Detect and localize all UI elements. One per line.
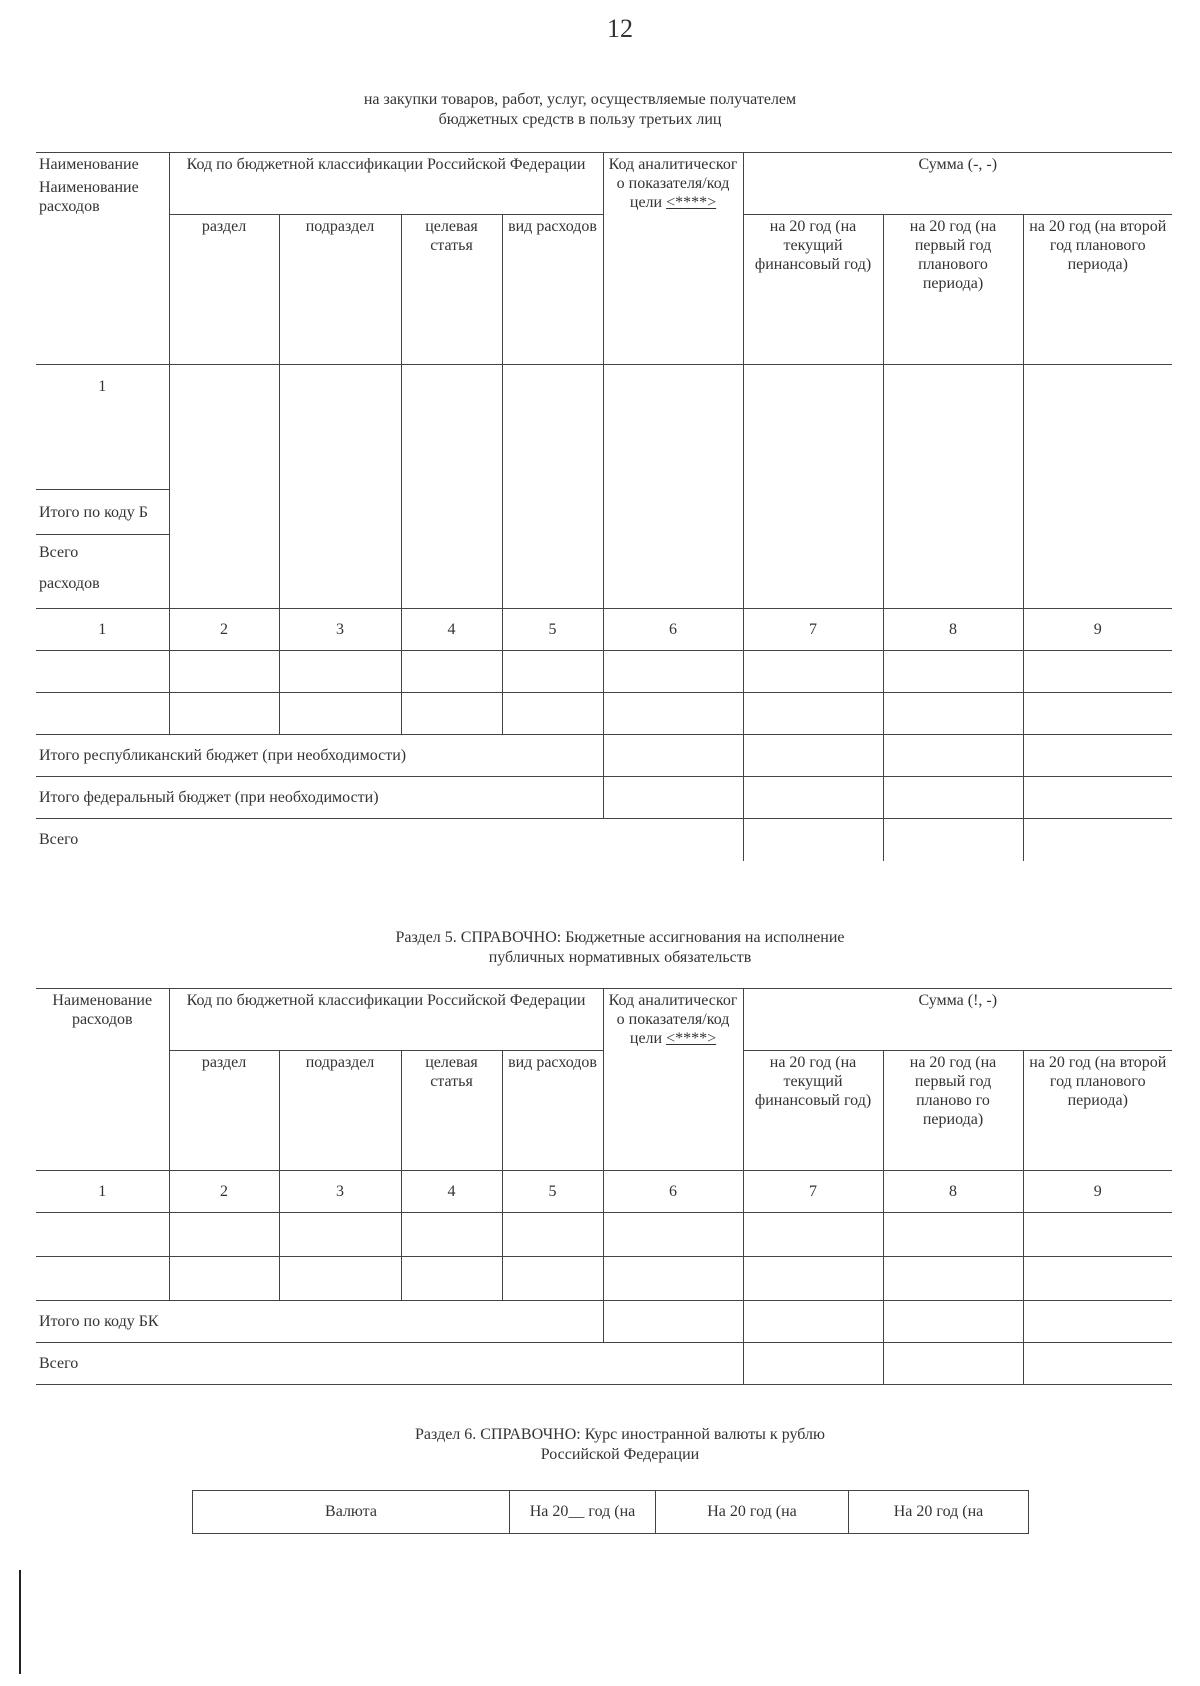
col-num-6: 6 bbox=[603, 609, 743, 651]
table-row bbox=[36, 1213, 1172, 1257]
vsego-total-label: Всего bbox=[36, 819, 743, 861]
header-name-label: Наименование bbox=[39, 156, 139, 173]
t2-header-name: Наименование расходов bbox=[36, 989, 169, 1171]
table-row bbox=[36, 1257, 1172, 1301]
t2-header-analytic-ref: <****> bbox=[666, 1030, 717, 1047]
currency-header-year2: На 20 год (на bbox=[656, 1491, 849, 1534]
t2-header-celevaya: целевая статья bbox=[401, 1051, 502, 1171]
vsego-label: Всего bbox=[39, 544, 79, 561]
section5-caption-line2: публичных нормативных обязательств bbox=[488, 949, 752, 966]
itogo-kod-label: Итого по коду Б bbox=[36, 490, 169, 535]
row-one-cell bbox=[36, 365, 169, 490]
col-num-5: 5 bbox=[502, 609, 603, 651]
t2-col-num-3: 3 bbox=[279, 1171, 401, 1213]
col-num-9: 9 bbox=[1023, 609, 1172, 651]
public-obligations-table bbox=[36, 988, 1172, 1385]
itogo-fed-label: Итого федеральный бюджет (при необходимости) bbox=[36, 777, 603, 819]
t2-col-num-2: 2 bbox=[169, 1171, 279, 1213]
t2-header-analytic bbox=[603, 989, 743, 1171]
col-num-1: 1 bbox=[36, 609, 169, 651]
col-num-4: 4 bbox=[401, 609, 502, 651]
header-summa: Сумма (-, -) bbox=[743, 153, 1172, 215]
column-numbers-row bbox=[36, 609, 1172, 651]
t2-header-podrazdel: подраздел bbox=[279, 1051, 401, 1171]
t2-header-razdel: раздел bbox=[169, 1051, 279, 1171]
header-name-label-2: Наименование расходов bbox=[39, 179, 139, 215]
table-row bbox=[36, 693, 1172, 735]
header-bk-code: Код по бюджетной классификации Российской Федерации bbox=[169, 153, 603, 215]
header-celevaya: целевая статья bbox=[401, 215, 502, 365]
section5-caption bbox=[0, 928, 1200, 968]
section5-caption-line1: Раздел 5. СПРАВОЧНО: Бюджетные ассигнования на исполнение bbox=[395, 929, 845, 946]
section6-caption bbox=[0, 1425, 1200, 1465]
row-one-label: 1 bbox=[98, 378, 107, 395]
t2-col-num-6: 6 bbox=[603, 1171, 743, 1213]
header-year2: на 20 год (на первый год планового периода) bbox=[883, 215, 1023, 365]
t2-header-vid: вид расходов bbox=[502, 1051, 603, 1171]
raskhodov-label: расходов bbox=[39, 575, 100, 592]
header-vid: вид расходов bbox=[502, 215, 603, 365]
header-analytic bbox=[603, 153, 743, 365]
t2-col-num-4: 4 bbox=[401, 1171, 502, 1213]
t2-header-analytic-label: Код аналитическог о показателя/код цели bbox=[608, 992, 738, 1047]
section4-caption-line1: на закупки товаров, работ, услуг, осуществляемые получателем bbox=[363, 91, 797, 108]
vsego-raskhodov bbox=[36, 535, 169, 609]
t2-vsego-label: Всего bbox=[36, 1343, 743, 1385]
t2-col-num-1: 1 bbox=[36, 1171, 169, 1213]
header-analytic-ref: <****> bbox=[666, 194, 717, 211]
t2-header-summa: Сумма (!, -) bbox=[743, 989, 1172, 1051]
section4-caption bbox=[0, 90, 1160, 130]
t2-col-num-7: 7 bbox=[743, 1171, 883, 1213]
section6-caption-line2: Российской Федерации bbox=[540, 1446, 700, 1463]
t2-col-num-9: 9 bbox=[1023, 1171, 1172, 1213]
header-year3: на 20 год (на второй год планового периода) bbox=[1023, 215, 1172, 365]
itogo-resp-label: Итого республиканский бюджет (при необходимости) bbox=[36, 735, 603, 777]
header-analytic-label: Код аналитическог о показателя/код цели bbox=[608, 156, 738, 211]
t2-col-num-8: 8 bbox=[883, 1171, 1023, 1213]
header-name bbox=[36, 153, 169, 365]
section4-caption-line2: бюджетных средств в пользу третьих лиц bbox=[438, 111, 722, 128]
col-num-8: 8 bbox=[883, 609, 1023, 651]
t2-col-num-5: 5 bbox=[502, 1171, 603, 1213]
header-podrazdel: подраздел bbox=[279, 215, 401, 365]
t2-header-year2: на 20 год (на первый год планово го периода) bbox=[883, 1051, 1023, 1171]
col-num-2: 2 bbox=[169, 609, 279, 651]
header-year1: на 20 год (на текущий финансовый год) bbox=[743, 215, 883, 365]
table-row bbox=[36, 651, 1172, 693]
currency-header-year3: На 20 год (на bbox=[849, 1491, 1029, 1534]
t2-column-numbers-row bbox=[36, 1171, 1172, 1213]
scan-margin-line bbox=[19, 1570, 21, 1674]
purchases-table bbox=[36, 152, 1172, 861]
page-number: 12 bbox=[607, 14, 633, 43]
t2-header-bk-code: Код по бюджетной классификации Российской Федерации bbox=[169, 989, 603, 1051]
t2-itogo-kod-label: Итого по коду БК bbox=[36, 1301, 603, 1343]
col-num-3: 3 bbox=[279, 609, 401, 651]
section6-caption-line1: Раздел 6. СПРАВОЧНО: Курс иностранной валюты к рублю bbox=[415, 1426, 825, 1443]
currency-rate-table bbox=[192, 1490, 1029, 1534]
currency-header-year1: На 20__ год (на bbox=[510, 1491, 656, 1534]
t2-header-year3: на 20 год (на второй год планового периода) bbox=[1023, 1051, 1172, 1171]
t2-header-year1: на 20 год (на текущий финансовый год) bbox=[743, 1051, 883, 1171]
header-razdel: раздел bbox=[169, 215, 279, 365]
col-num-7: 7 bbox=[743, 609, 883, 651]
currency-header-valuta: Валюта bbox=[193, 1491, 510, 1534]
